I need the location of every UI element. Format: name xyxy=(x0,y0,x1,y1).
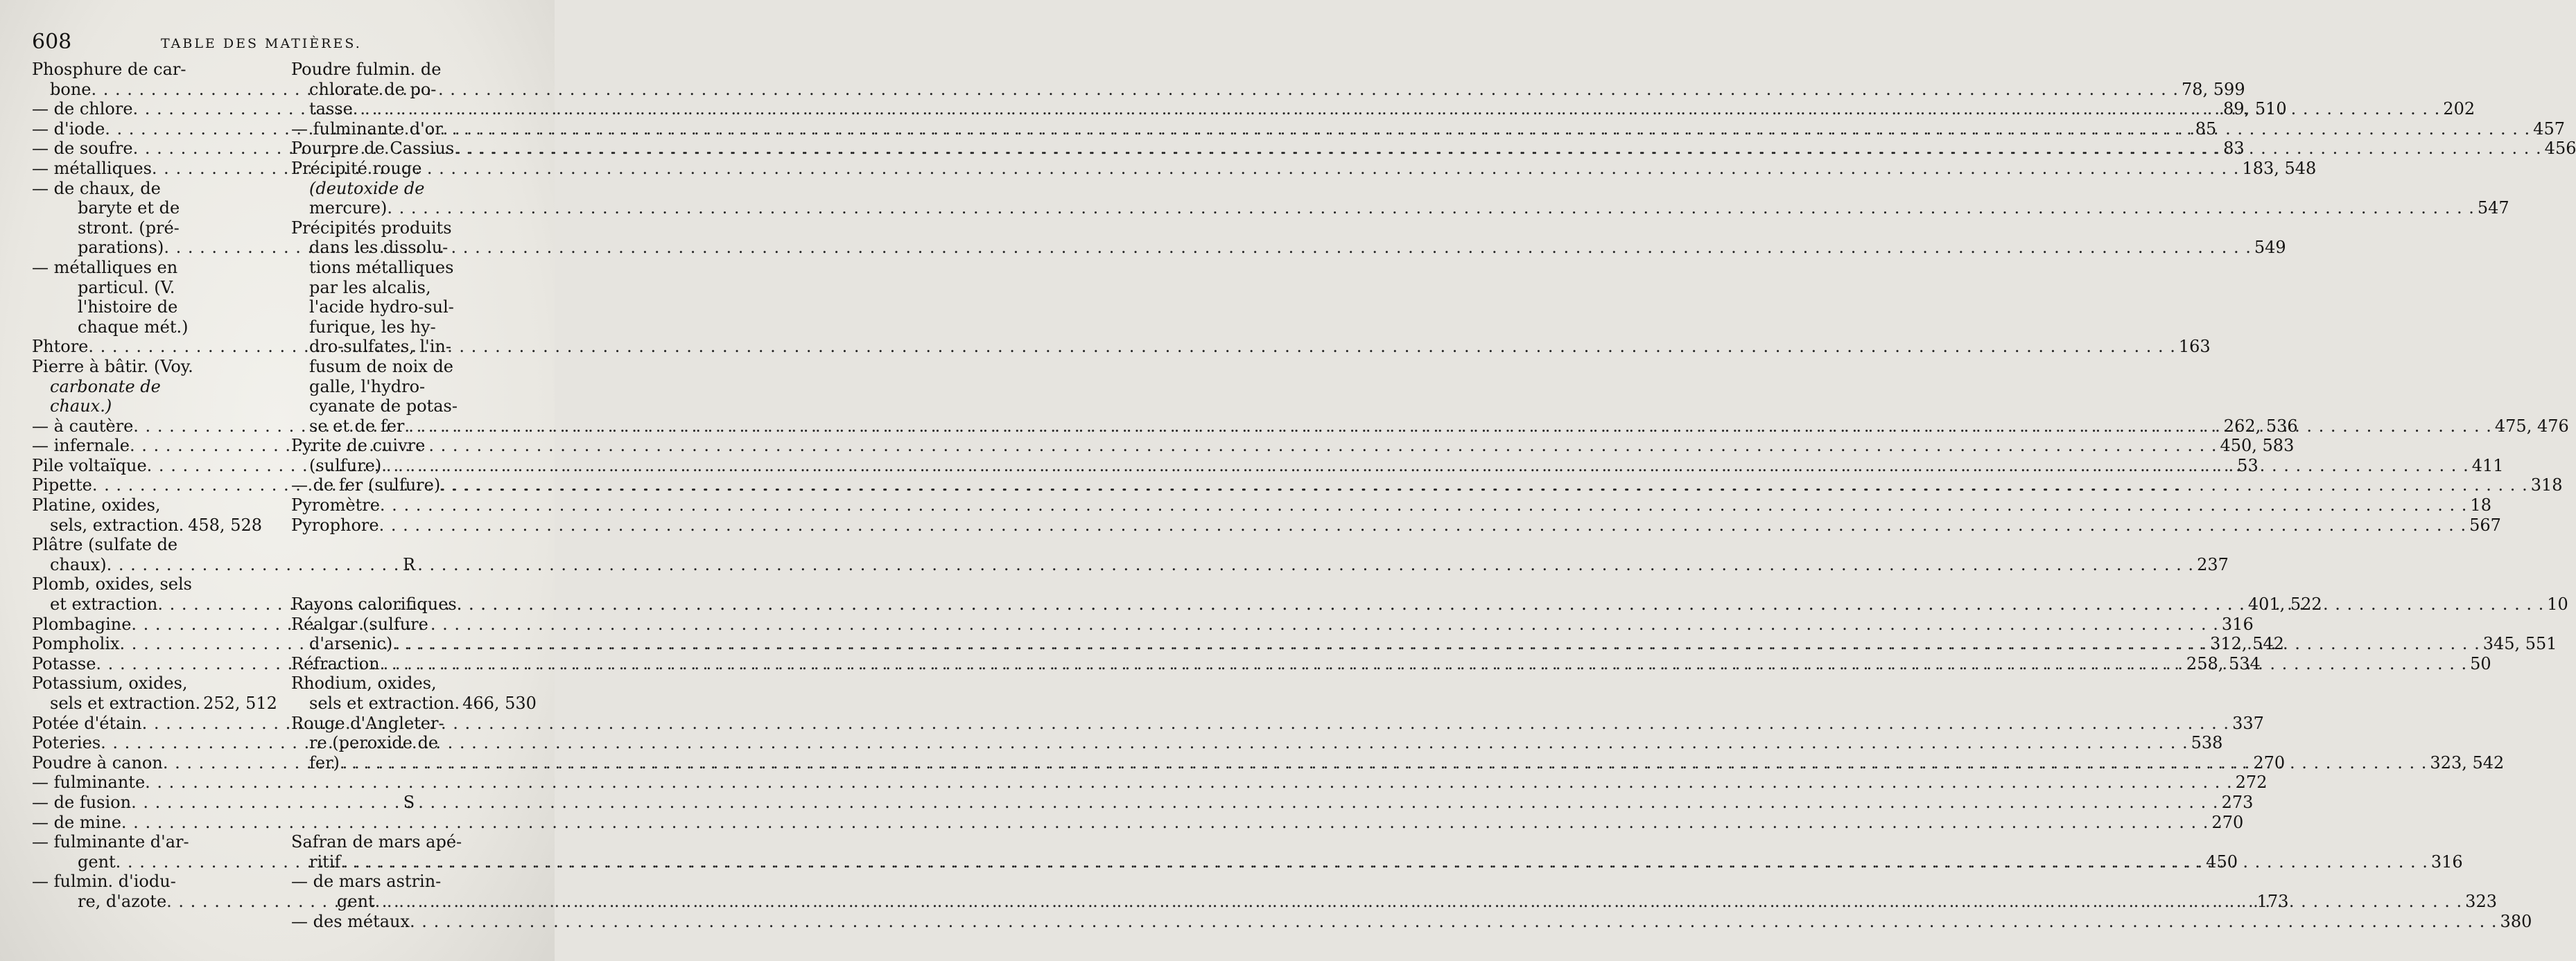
entry-term: Pipette xyxy=(32,475,92,495)
entry-term: — de chlore xyxy=(32,99,133,119)
entry-pages: 456 xyxy=(2544,139,2576,159)
index-entry xyxy=(32,396,262,416)
index-entry xyxy=(32,495,262,515)
entry-term: Rouge d'Angleter- xyxy=(291,713,444,733)
entry-pages: 411 xyxy=(2471,455,2504,475)
entry-term: — de fer (sulfure) xyxy=(291,475,441,495)
entry-term: — d'iode xyxy=(32,118,105,139)
entry-term: gent xyxy=(78,852,116,872)
entry-term: Poteries xyxy=(32,733,101,753)
page-number: 608 xyxy=(32,30,72,54)
entry-pages: 10 xyxy=(2547,594,2568,615)
index-entry xyxy=(291,179,527,199)
index-entry xyxy=(32,218,262,238)
index-entry xyxy=(291,436,527,456)
index-entry xyxy=(291,337,527,357)
entry-term: Phtore xyxy=(32,337,89,357)
index-entry xyxy=(32,554,2229,575)
index-entry xyxy=(32,60,262,80)
entry-term: tions métalliques xyxy=(309,257,454,277)
index-entry xyxy=(32,694,277,714)
entry-pages: 272 xyxy=(2235,773,2268,793)
entry-term: — fulminante d'or xyxy=(291,118,443,139)
entry-pages: 202 xyxy=(2443,99,2475,119)
index-entry xyxy=(291,515,2501,536)
entry-pages: 270 xyxy=(2253,752,2286,773)
dot-leader xyxy=(457,594,2545,615)
entry-term: — métalliques en xyxy=(32,257,178,277)
entry-term: Pyrophore xyxy=(291,515,379,535)
dot-leader xyxy=(440,475,2528,495)
entry-pages: 567 xyxy=(2469,515,2501,535)
index-entry xyxy=(291,258,527,278)
entry-term: Rhodium, oxides, xyxy=(291,673,437,694)
entry-term: sels, extraction. xyxy=(50,515,184,535)
entry-term: Poudre fulmin. de xyxy=(291,60,442,79)
dot-leader xyxy=(380,495,2468,515)
index-entry xyxy=(32,475,262,495)
index-entry xyxy=(32,535,262,555)
entry-term: sels et extraction. xyxy=(50,694,201,713)
entry-term: — à cautère xyxy=(32,416,134,436)
index-entry xyxy=(291,317,527,337)
entry-term: Plombagine xyxy=(32,614,132,634)
entry-pages: 89, 510 xyxy=(2223,99,2287,119)
entry-pages: 318 xyxy=(2530,475,2563,495)
index-entry xyxy=(32,377,262,397)
entry-term: Safran de mars apé- xyxy=(291,832,462,852)
entry-term: baryte et de xyxy=(78,198,180,218)
entry-term: Pompholix xyxy=(32,634,120,654)
entry-pages: 549 xyxy=(2254,238,2286,258)
entry-term: tasse xyxy=(309,99,353,119)
index-entry xyxy=(291,911,2532,932)
dot-leader xyxy=(387,198,2475,218)
dot-leader xyxy=(379,515,2467,536)
index-entry xyxy=(291,218,527,238)
entry-term: Plâtre (sulfate de xyxy=(32,535,178,555)
index-entry xyxy=(291,396,527,416)
entry-term: — de fusion xyxy=(32,792,132,812)
entry-term: Précipités produits xyxy=(291,218,452,238)
index-entry xyxy=(291,159,527,179)
entry-term: Réfraction xyxy=(291,653,380,673)
index-entry xyxy=(291,872,527,892)
entry-term: carbonate de xyxy=(50,376,161,396)
entry-term: — métalliques xyxy=(32,158,152,178)
entry-term: l'histoire de xyxy=(78,297,178,317)
entry-term: par les alcalis, xyxy=(309,277,431,297)
entry-term: Pyromètre xyxy=(291,495,380,515)
entry-term: dro-sulfates, l'in- xyxy=(309,337,451,357)
entry-term: Pourpre de Cassius xyxy=(291,139,455,159)
entry-term: galle, l'hydro- xyxy=(309,376,426,396)
index-entry xyxy=(291,60,527,80)
entry-term: Platine, oxides, xyxy=(32,495,161,515)
entry-pages: 466, 530 xyxy=(462,694,537,713)
index-entry xyxy=(32,773,2268,793)
dot-leader xyxy=(380,654,2468,674)
entry-pages: 78, 599 xyxy=(2181,79,2245,99)
dot-leader xyxy=(404,416,2492,437)
index-entry xyxy=(291,694,537,714)
index-entry xyxy=(32,812,2244,833)
entry-term: cyanate de potas- xyxy=(309,396,458,416)
entry-pages: 475, 476 xyxy=(2494,416,2569,436)
entry-term: d'arsenic) xyxy=(309,634,393,654)
index-entry xyxy=(291,714,527,734)
section-gap xyxy=(291,535,527,555)
entry-pages: 50 xyxy=(2470,653,2491,673)
entry-pages: 450, 583 xyxy=(2220,436,2295,456)
index-entry xyxy=(291,377,527,397)
entry-pages: 53 xyxy=(2237,455,2259,475)
entry-pages: 450 xyxy=(2206,852,2238,872)
entry-term: Réalgar (sulfure xyxy=(291,614,428,634)
index-entry xyxy=(32,258,262,278)
index-entry xyxy=(291,832,527,852)
entry-term: Potasse xyxy=(32,653,96,673)
entry-term: stront. (pré- xyxy=(78,218,180,238)
dot-leader xyxy=(340,753,2428,773)
entry-term: fusum de noix de xyxy=(309,356,454,376)
dot-leader xyxy=(381,456,2469,476)
entry-term: — de soufre xyxy=(32,139,133,159)
index-entry xyxy=(32,792,2254,813)
entry-term: — infernale xyxy=(32,436,130,456)
index-entry xyxy=(291,297,527,317)
entry-pages: 85 xyxy=(2195,118,2217,139)
index-entry xyxy=(291,238,527,258)
entry-term: chaux) xyxy=(50,554,107,574)
dot-leader xyxy=(454,139,2542,159)
page-header xyxy=(32,30,531,58)
entry-pages: 345, 551 xyxy=(2482,634,2557,654)
entry-term: bone xyxy=(50,79,92,99)
entry-term: chlorate de po- xyxy=(309,79,437,99)
index-entry xyxy=(32,179,262,199)
entry-pages: 173 xyxy=(2256,891,2289,911)
index-entry xyxy=(291,357,527,377)
dot-leader xyxy=(340,852,2428,872)
entry-pages: 457 xyxy=(2533,118,2565,139)
entry-term: (deutoxide de xyxy=(309,178,425,198)
entry-pages: 262, 536 xyxy=(2223,416,2298,436)
entry-pages: 547 xyxy=(2477,198,2509,218)
entry-pages: 258, 534 xyxy=(2186,653,2261,673)
section-letter: S xyxy=(403,792,415,812)
index-entry xyxy=(291,475,2563,495)
index-entry xyxy=(32,574,262,594)
entry-term: Rayons calorifiques xyxy=(291,594,457,615)
entry-term: — de mars astrin- xyxy=(291,872,442,892)
index-entry xyxy=(32,297,262,317)
entry-term: — de mine xyxy=(32,812,121,832)
entry-pages: 273 xyxy=(2221,792,2254,812)
entry-pages: 323 xyxy=(2465,891,2497,911)
entry-term: dans les dissolu- xyxy=(309,238,449,258)
entry-term: Plomb, oxides, sels xyxy=(32,574,192,594)
entry-pages: 252, 512 xyxy=(203,694,277,713)
dot-leader xyxy=(410,912,2498,932)
entry-term: — de chaux, de xyxy=(32,178,161,198)
section-gap xyxy=(291,813,527,833)
entry-term: fer) xyxy=(309,752,340,773)
dot-leader xyxy=(443,119,2531,139)
entry-term: gent xyxy=(337,891,375,911)
entry-pages: 312, 542 xyxy=(2210,634,2284,654)
index-entry xyxy=(32,198,262,218)
dot-leader xyxy=(353,99,2441,119)
dot-leader xyxy=(375,892,2463,912)
entry-term: Pyrite de cuivre xyxy=(291,436,426,456)
index-entry xyxy=(291,733,527,753)
entry-pages: 270 xyxy=(2211,812,2244,832)
entry-pages: 18 xyxy=(2470,495,2491,515)
index-entry xyxy=(291,278,527,298)
dot-leader xyxy=(392,634,2480,654)
entry-term: Phosphure de car- xyxy=(32,60,186,79)
entry-term: re, d'azote xyxy=(78,891,167,911)
entry-term: (sulfure) xyxy=(309,455,382,475)
index-entry xyxy=(291,198,2509,218)
section-gap xyxy=(291,773,527,793)
index-entry xyxy=(32,278,262,298)
section-letter: R xyxy=(402,554,416,574)
index-entry xyxy=(32,317,262,337)
entry-term: Potée d'étain xyxy=(32,713,142,733)
entry-pages: 538 xyxy=(2191,733,2223,753)
entry-pages: 316 xyxy=(2221,614,2254,634)
index-entry xyxy=(291,615,527,635)
entry-pages: 83 xyxy=(2223,139,2245,159)
index-entry xyxy=(291,80,527,100)
entry-pages: 237 xyxy=(2197,554,2229,574)
entry-term: Précipité rouge xyxy=(291,158,422,178)
entry-term: — fulmin. d'iodu- xyxy=(32,872,176,892)
entry-pages: 163 xyxy=(2178,337,2211,357)
entry-term: — fulminante xyxy=(32,773,146,793)
entry-term: Potassium, oxides, xyxy=(32,673,188,694)
entry-term: chaque mét.) xyxy=(78,317,189,337)
entry-term: furique, les hy- xyxy=(309,317,436,337)
entry-pages: 458, 528 xyxy=(188,515,262,535)
entry-pages: 323, 542 xyxy=(2430,752,2505,773)
entry-term: Poudre à canon xyxy=(32,752,163,773)
entry-term: mercure) xyxy=(309,198,388,218)
index-entry xyxy=(32,832,262,852)
entry-term: parations) xyxy=(78,238,164,258)
entry-term: particul. (V. xyxy=(78,277,175,297)
entry-pages: 337 xyxy=(2232,713,2264,733)
entry-term: — fulminante d'ar- xyxy=(32,832,189,852)
section-gap xyxy=(291,574,527,594)
entry-pages: 316 xyxy=(2430,852,2463,872)
entry-pages: 183, 548 xyxy=(2242,158,2317,178)
index-entry xyxy=(291,495,2491,515)
entry-term: — des métaux xyxy=(291,911,410,931)
index-entry xyxy=(32,357,262,377)
entry-term: et extraction xyxy=(50,594,158,615)
entry-term: sels et extraction. xyxy=(309,694,460,713)
entry-pages: 401, 522 xyxy=(2247,594,2322,615)
entry-term: chaux.) xyxy=(50,396,112,416)
entry-term: se et de fer xyxy=(309,416,405,436)
entry-term: Pierre à bâtir. (Voy. xyxy=(32,356,193,376)
entry-term: l'acide hydro-sul- xyxy=(309,297,454,317)
index-entry xyxy=(32,673,262,694)
index-entry xyxy=(32,872,262,892)
entry-term: Pile voltaïque xyxy=(32,455,147,475)
index-entry xyxy=(32,515,262,536)
index-entry xyxy=(291,673,527,694)
entry-term: ritif xyxy=(309,852,341,872)
entry-term: re (peroxide de xyxy=(309,733,439,753)
entry-pages: 380 xyxy=(2500,911,2532,931)
running-title: TABLE DES MATIÈRES. xyxy=(161,36,362,51)
